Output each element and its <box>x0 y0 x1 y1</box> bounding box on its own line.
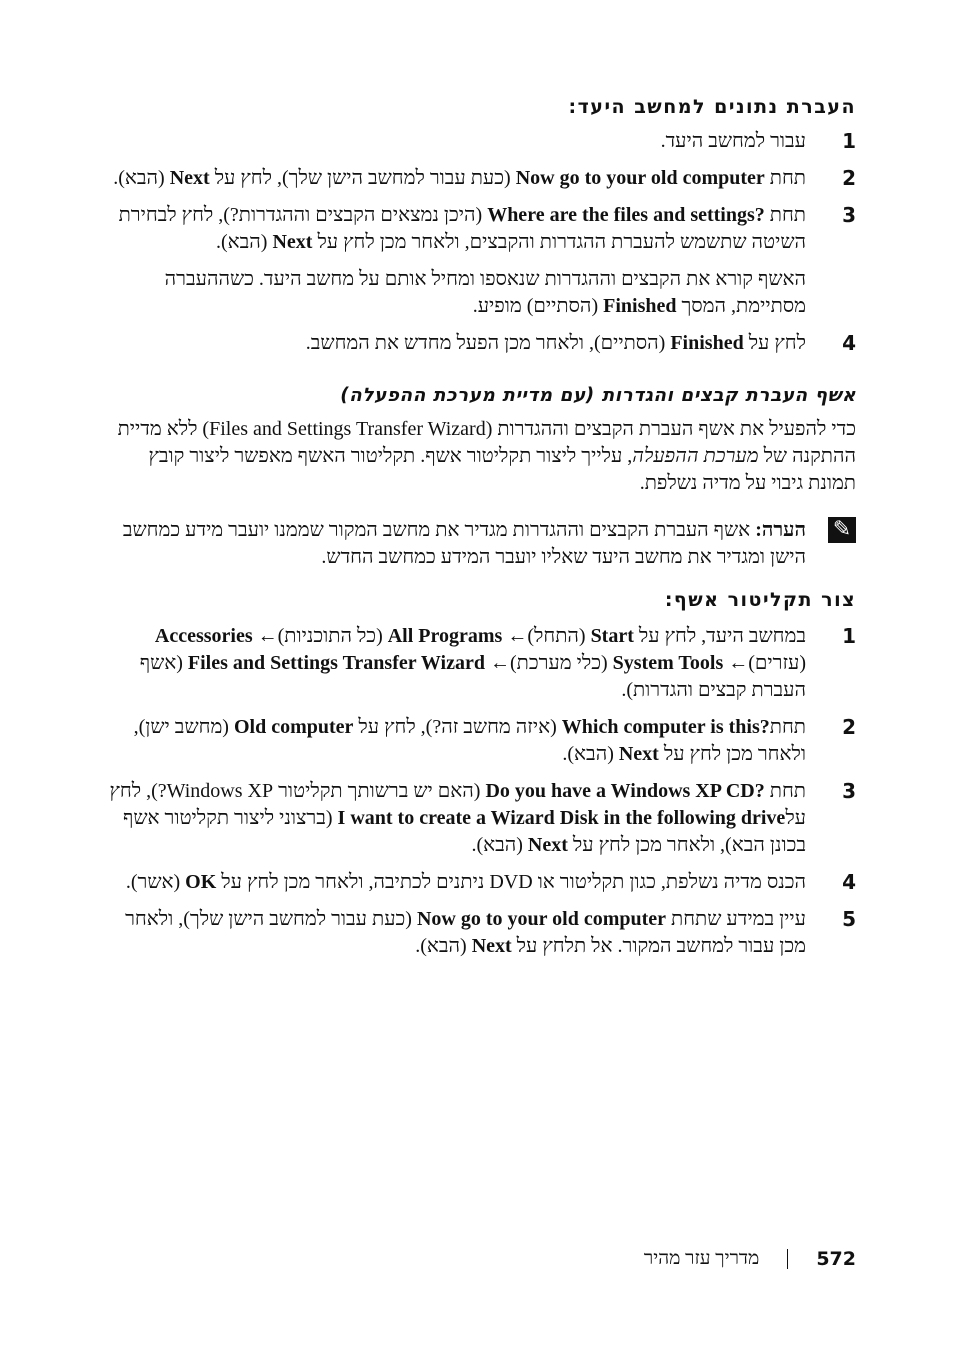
step-number: 5 <box>842 907 856 931</box>
step-item <box>96 869 856 896</box>
step-item <box>96 778 856 859</box>
step-number: 1 <box>842 129 856 153</box>
step-text: לחץ על Finished (הסתיים), ולאחר מכן הפעל מחדש את המחשב. <box>305 332 806 354</box>
step-text: במחשב היעד, לחץ על Start (התחל)← All Programs (כל התוכניות)← Accessories (עזרים)← System Tools (כלי מערכת)← Files and Settings Transfer Wizard (אשף העברת קבצים והגדרות). <box>139 625 806 701</box>
step-item <box>96 128 856 155</box>
step-item <box>96 202 856 256</box>
step-text: תחת Now go to your old computer (כעת עבור למחשב הישן שלך), לחץ על Next (הבא). <box>113 167 806 189</box>
footer-divider <box>787 1249 788 1269</box>
step-list-finish <box>96 330 856 357</box>
note-text: הערה: אשף העברת הקבצים וההגדרות מגדיר את מחשב המקור שממנו יועבר מידע כמחשב הישן ומגדיר את מחשב היעד שאליו יועבר המידע כמחשב החדש. <box>122 519 806 568</box>
wizard-intro-paragraph: כדי להפעיל את אשף העברת הקבצים וההגדרות (Files and Settings Transfer Wizard) ללא מדיית ההתקנה של מערכת ההפעלה, עלייך ליצור תקליטור אשף. תקליטור האשף מאפשר ליצור קובץ תמונת גיבוי על מדיה נשלפת. <box>117 418 856 494</box>
step-text: עיין במידע שתחת Now go to your old computer (כעת עבור למחשב הישן שלך), ולאחר מכן עבור למחשב המקור. אל תלחץ על Next (הבא). <box>125 908 806 957</box>
step-list-transfer <box>96 128 856 256</box>
step-item <box>96 906 856 960</box>
step-number: 2 <box>842 166 856 190</box>
step-item <box>96 623 856 704</box>
step-number: 3 <box>842 779 856 803</box>
section-heading-wizard: אשף העברת קבצים והגדרות (עם מדיית מערכת ההפעלה) <box>340 385 856 406</box>
step-number: 3 <box>842 203 856 227</box>
section-heading-transfer-to-target: העברת נתונים למחשב היעד: <box>568 96 856 118</box>
step-item <box>96 714 856 768</box>
page-footer <box>620 1248 856 1270</box>
pencil-note-icon: ✎ <box>806 517 856 543</box>
step-text: הכנס מדיה נשלפת, כגון תקליטור או DVD ניתנים לכתיבה, ולאחר מכן לחץ על OK (אשר). <box>125 871 806 893</box>
step-number: 4 <box>842 870 856 894</box>
note-box <box>96 517 856 571</box>
step-text: תחת?Which computer is this (איזה מחשב זה?), לחץ על Old computer (מחשב ישן), ולאחר מכן לחץ על Next (הבא). <box>133 716 806 765</box>
step-number: 1 <box>842 624 856 648</box>
step-number: 2 <box>842 715 856 739</box>
step-number: 4 <box>842 331 856 355</box>
step-text: עבור למחשב היעד. <box>660 130 806 152</box>
step-text: תחת ?Do you have a Windows XP CD (האם יש ברשותך תקליטור Windows XP?), לחץ עלI want to create a Wizard Disk in the following drive (ברצוני ליצור תקליטור אשף בכונן הבא), ולאחר מכן לחץ על Next (הבא). <box>109 780 806 856</box>
section-heading-create-disk: צור תקליטור אשף: <box>664 589 856 611</box>
footer-title: מדריך עזר מהיר <box>643 1248 760 1269</box>
step-item <box>96 165 856 192</box>
step-text: תחת ?Where are the files and settings (היכן נמצאים הקבצים וההגדרות?), לחץ לבחירת השיטה שתשמש להעברת ההגדרות והקבצים, ולאחר מכן לחץ על Next (הבא). <box>118 204 806 253</box>
step-item <box>96 330 856 357</box>
step-list-create-disk <box>96 623 856 960</box>
finish-paragraph: האשף קורא את הקבצים וההגדרות שנאספו ומחיל אותם על מחשב היעד. כשההעברה מסתיימת, המסך Finished (הסתיים) מופיע. <box>164 268 806 317</box>
document-page <box>96 96 856 960</box>
page-number: 572 <box>816 1248 856 1270</box>
